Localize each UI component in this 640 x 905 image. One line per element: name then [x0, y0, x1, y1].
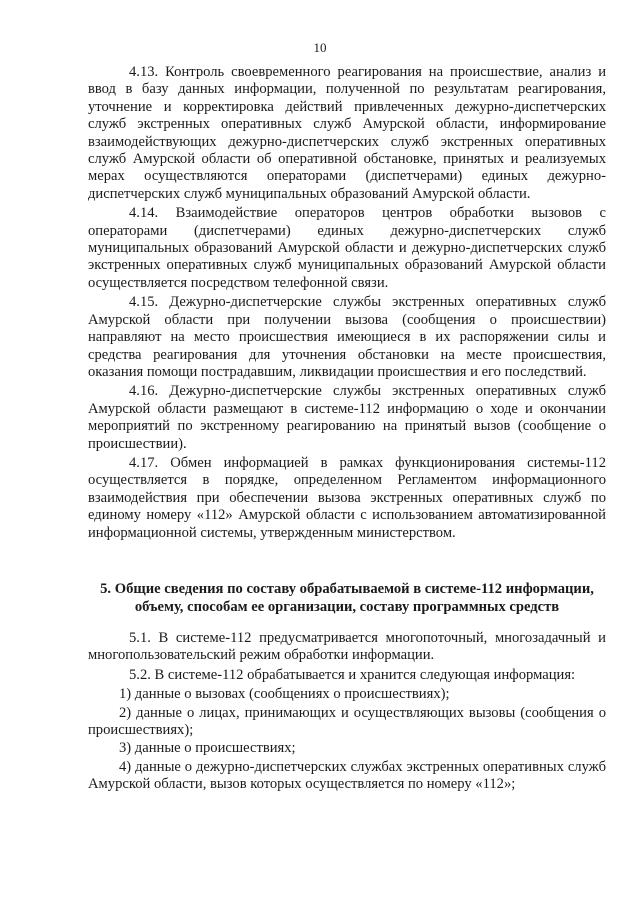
- paragraph-4-16: 4.16. Дежурно-диспетчерские службы экстренных оперативных служб Амурской области размещают в системе-112 информацию о ходе и окончании мероприятий по экстренному реагированию на принятый вызов (сообщение о происшествии).: [88, 383, 606, 452]
- paragraph-4-13: 4.13. Контроль своевременного реагирования на происшествие, анализ и ввод в базу данных информации, полученной по результатам реагирования, уточнение и корректировка действий привлеченных дежурно-диспетчерских служб экстренных оперативных служб Амурской области, информирование взаимодействующих дежурно-диспетчерских служб экстренных оперативных служб Амурской области об оперативной обстановке, принятых и реализуемых мерах осуществляются операторами (диспетчерами) единых дежурно-диспетчерских служб муниципальных образований Амурской области.: [88, 64, 606, 202]
- paragraph-4-17: 4.17. Обмен информацией в рамках функционирования системы-112 осуществляется в порядке, определенном Регламентом информационного взаимодействия при обеспечении вызова экстренных оперативных служб по единому номеру «112» Амурской области с использованием автоматизированной информационной системы, утвержденным министерством.: [88, 454, 606, 541]
- section-heading-5: 5. Общие сведения по составу обрабатываемой в системе-112 информации, объему, способам ее организации, составу программных средств: [100, 580, 594, 615]
- page-number: 10: [313, 40, 327, 55]
- paragraph-4-15: 4.15. Дежурно-диспетчерские службы экстренных оперативных служб Амурской области при получении вызова (сообщения о происшествии) направляют на место происшествия имеющиеся в их распоряжении силы и средства реагирования для уточнения обстановки на месте происшествия, оказания помощи пострадавшим, ликвидации происшествия и его последствий.: [88, 294, 606, 380]
- paragraph-5-1: 5.1. В системе-112 предусматривается многопоточный, многозадачный и многопользовательский режим обработки информации.: [88, 629, 606, 664]
- paragraph-4-14: 4.14. Взаимодействие операторов центров обработки вызовов с операторами (диспетчерами) единых дежурно-диспетчерских служб муниципальных образований Амурской области и дежурно-диспетчерских служб экстренных оперативных служб муниципальных образований Амурской области осуществляется посредством телефонной связи.: [88, 205, 606, 291]
- document-body: [88, 64, 606, 795]
- list-item: 2) данные о лицах, принимающих и осуществляющих вызовы (сообщения о происшествиях);: [88, 704, 606, 738]
- list-item: 3) данные о происшествиях;: [119, 740, 296, 757]
- paragraph-5-2: 5.2. В системе-112 обрабатывается и хранится следующая информация:: [129, 666, 576, 683]
- list-item: 1) данные о вызовах (сообщениях о происшествиях);: [119, 686, 450, 703]
- list-item: 4) данные о дежурно-диспетчерских службах экстренных оперативных служб Амурской области, вызов которых осуществляется по номеру «112»;: [88, 758, 606, 793]
